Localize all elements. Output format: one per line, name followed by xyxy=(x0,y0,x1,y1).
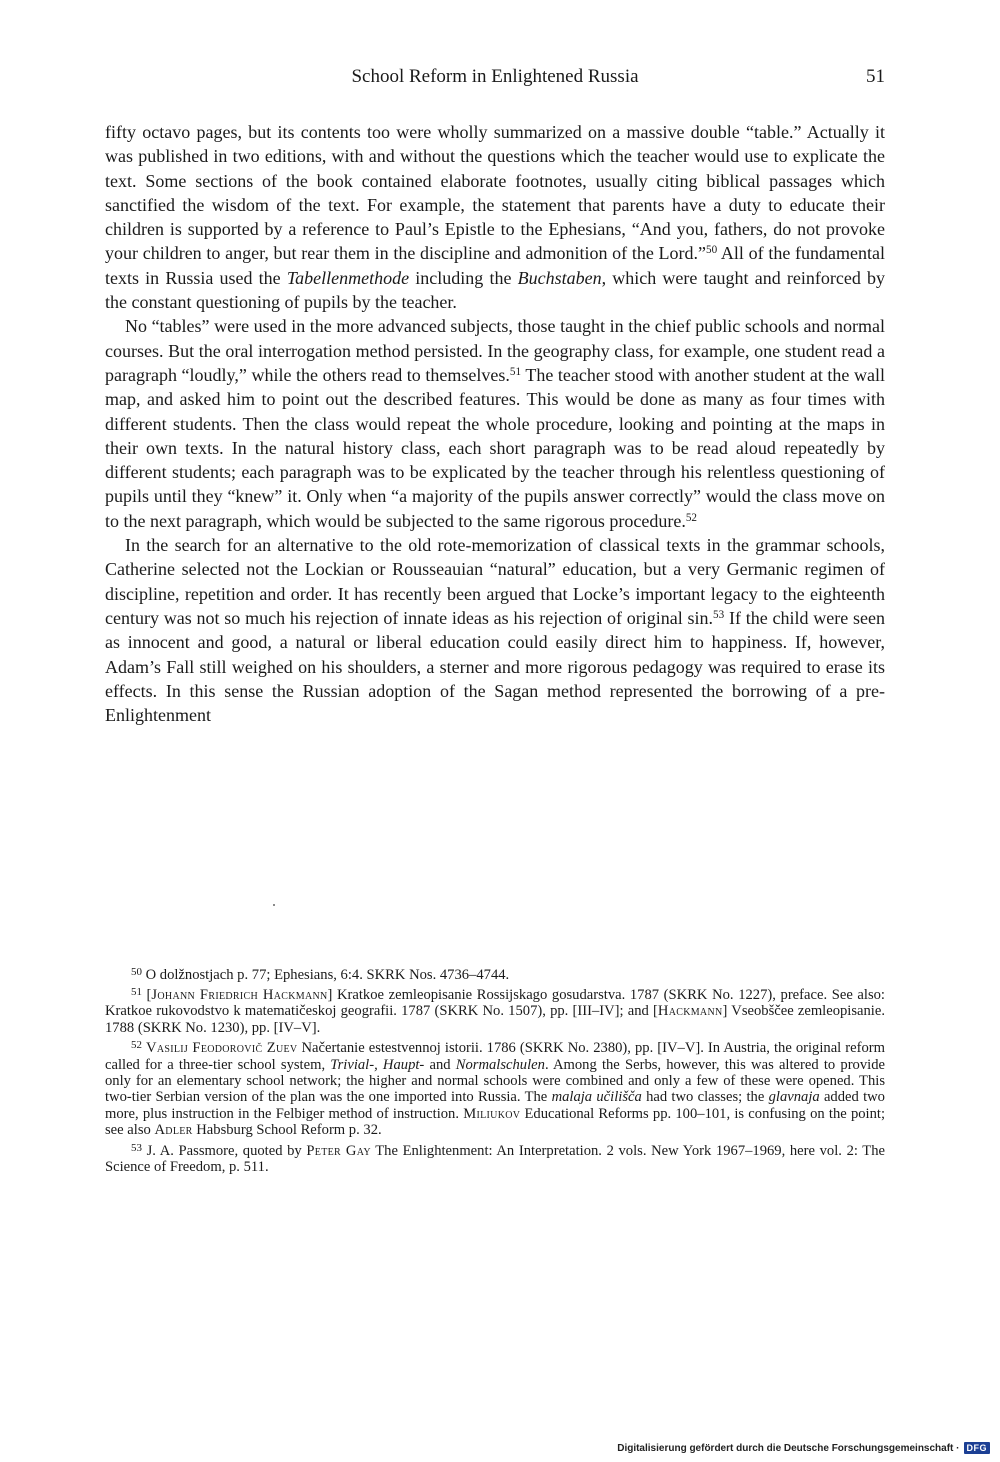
running-title: School Reform in Enlightened Russia xyxy=(351,66,639,87)
text-run: fifty octavo pages, but its contents too were wholly summarized on a massive double “table.” Actually it was published in two editions, with and without the questions which the teacher would use to explicate the text. Some sections of the book contained elaborate footnotes, usually citing biblical passages which sanctified the wisdom of the text. For example, the statement that parents have a duty to educate their children is supported by a reference to Paul’s Epistle to the Ephesians, “And you, fathers, do not provoke your children to anger, but rear them in the discipline and admonition of the Lord.” xyxy=(105,122,885,264)
italic-term: Tabellenmethode xyxy=(286,267,410,288)
footnote-text: had two classes; the xyxy=(641,1089,769,1106)
footnotes xyxy=(105,964,885,1176)
footnote-text: The Enlightenment: An Interpretation. 2 vols. New York 1967–1969, here vol. 2: The Science of Freedom, p. 511. xyxy=(105,1142,885,1175)
footnote-ref-51[interactable]: 51 xyxy=(509,365,522,378)
footnote-text: Habsburg School Reform p. 32. xyxy=(192,1122,382,1139)
text-run: All of the fundamental texts in Russia used the xyxy=(105,243,885,288)
footnote-51 xyxy=(105,984,885,1036)
footnote-ref-52[interactable]: 52 xyxy=(685,511,697,524)
footnote-number: 53 xyxy=(131,1141,142,1154)
dfg-logo: DFG xyxy=(964,1442,991,1454)
text-run: No “tables” were used in the more advanced subjects, those taught in the chief public schools and normal courses. But the oral interrogation method persisted. In the geography class, for example, one student read a paragraph “loudly,” while the others read to themselves. xyxy=(105,316,885,385)
digitization-credit xyxy=(617,1441,990,1455)
credit-text: Digitalisierung gefördert durch die Deutsche Forschungsgemeinschaft · xyxy=(617,1442,960,1454)
footnote-text: Načertanie estestvennoj istorii. 1786 (SKRK No. 2380), pp. [IV–V]. In Austria, the original reform called for a three-tier school system, xyxy=(105,1040,885,1073)
paragraph-1 xyxy=(105,120,885,314)
page-header xyxy=(105,66,885,94)
footnote-number: 51 xyxy=(131,986,142,999)
footnote-number: 50 xyxy=(131,966,142,978)
text-run: If the child were seen as innocent and good, a natural or liberal education could easily direct him to happiness. If, however, Adam’s Fall still weighed on his shoulders, a sterner and more rigorous pedagogy was required to erase its effects. In this sense the Russian adoption of the Sagan method represented the borrowing of a pre-Enlightenment xyxy=(105,607,885,726)
author-name: Vasilij Feodorovič Zuev xyxy=(145,1040,298,1057)
text-run: In the search for an alternative to the old rote-memorization of classical texts in the grammar schools, Catherine selected not the Lockian or Rousseauian “natural” education, but a very Germanic regimen of discipline, repetition and order. It has recently been argued that Locke’s important legacy to the eighteenth century was not so much his rejection of innate ideas as his rejection of original sin. xyxy=(105,535,885,628)
author-name: Adler xyxy=(154,1122,193,1139)
page-number: 51 xyxy=(866,66,885,87)
footnote-text: . Among the Serbs, however, this was altered to provide only for an elementary school network; the higher and normal schools were combined and only a few of these were opened. This two-tier Serbian version of the plan was the one imported into Russia. The xyxy=(105,1056,885,1106)
author-name: Hackmann xyxy=(657,1003,723,1020)
italic-term: glavnaja xyxy=(768,1089,820,1106)
footnote-text: Educational Reforms pp. 100–101, is confusing on the point; see also xyxy=(105,1105,885,1139)
italic-term: Buchstaben xyxy=(517,267,602,288)
footnote-ref-53[interactable]: 53 xyxy=(713,608,725,621)
footnote-text: J. A. Passmore, quoted by xyxy=(141,1142,307,1159)
italic-term: Normalschulen xyxy=(455,1056,545,1073)
footnote-52 xyxy=(105,1037,885,1138)
author-name: Peter Gay xyxy=(306,1142,371,1159)
scan-speck xyxy=(273,904,275,906)
italic-term: Trivial-, Haupt- xyxy=(330,1056,425,1073)
footnote-text: and xyxy=(424,1056,456,1073)
italic-term: malaja učilišča xyxy=(551,1089,642,1106)
footnote-text: O dolžnostjach p. 77; Ephesians, 6:4. SKRK Nos. 4736–4744. xyxy=(141,966,510,983)
paragraph-2 xyxy=(105,314,885,533)
footnote-53 xyxy=(105,1140,885,1176)
text-run: The teacher stood with another student at the wall map, and asked him to point out the described features. This would be done as many as four times with different students. Then the class would repeat the whole procedure, looking and pointing at the maps in their own texts. In the natural history class, each short paragraph was to be read aloud repeatedly by different students; each paragraph was to be explicated by the teacher through his relentless questioning of pupils until they “knew” it. Only when “a majority of the pupils answer correctly” would the class move on to the next paragraph, which would be subjected to the same rigorous procedure. xyxy=(105,364,885,531)
footnote-text: ] Kratkoe zemleopisanie Rossijskago gosudarstva. 1787 (SKRK No. 1227), preface. See also: Kratkoe rukovodstvo k matematičeskoj geografii. 1787 (SKRK No. 1507), pp. [III–IV]; and [ xyxy=(105,987,885,1020)
body-text xyxy=(105,120,885,727)
text-run: including the xyxy=(409,267,518,288)
author-name: Miliukov xyxy=(463,1105,521,1122)
paragraph-3 xyxy=(105,533,885,727)
footnote-text: added two more, plus instruction in the Felbiger method of instruction. xyxy=(105,1089,885,1122)
footnote-number: 52 xyxy=(131,1039,142,1052)
author-name: Johann Friedrich Hackmann xyxy=(151,987,328,1004)
footnote-50 xyxy=(105,964,885,983)
footnote-text: [ xyxy=(141,987,152,1004)
text-run: , which were taught and reinforced by the constant questioning of pupils by the teacher. xyxy=(105,267,885,313)
footnote-text: ] Vseobščee zemleopisanie. 1788 (SKRK No. 1230), pp. [IV–V]. xyxy=(105,1003,885,1036)
footnote-ref-50[interactable]: 50 xyxy=(706,244,718,257)
